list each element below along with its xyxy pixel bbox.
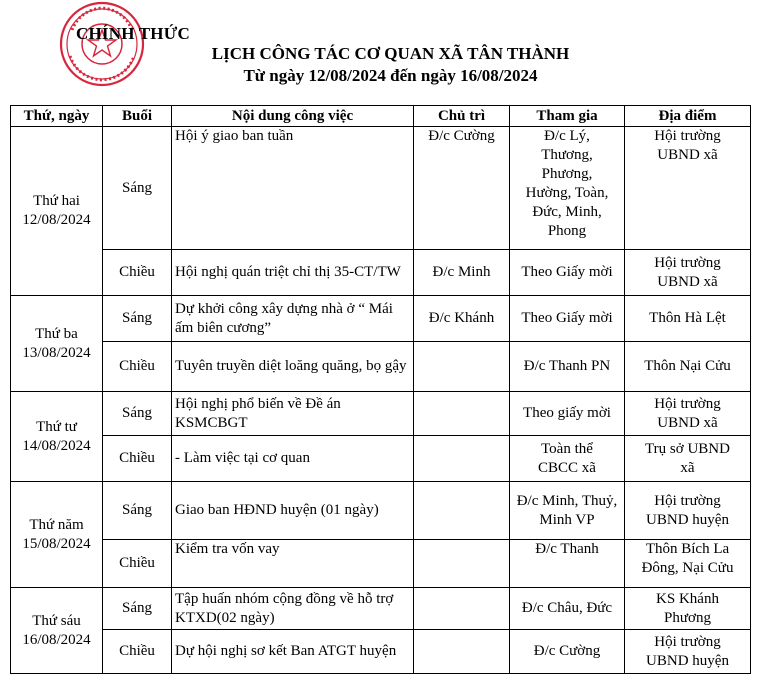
location-cell: Hội trường UBND xã (625, 250, 751, 296)
location-cell: Thôn Bích La Đông, Nại Cửu (625, 540, 751, 588)
content-cell: Dự hội nghị sơ kết Ban ATGT huyện (172, 630, 414, 674)
session-cell: Chiều (103, 630, 172, 674)
day-name: Thứ tư (36, 418, 77, 435)
participants-cell: Toàn thể CBCC xã (510, 436, 625, 482)
column-header-location: Địa điểm (625, 106, 751, 127)
location-cell: Hội trường UBND huyện (625, 630, 751, 674)
day-date: 12/08/2024 (22, 212, 91, 228)
day-cell (11, 296, 103, 392)
chair-cell (414, 630, 510, 674)
session-cell: Chiều (103, 250, 172, 296)
content-cell: Giao ban HĐND huyện (01 ngày) (172, 482, 414, 540)
table-row (11, 540, 751, 588)
participants-cell: Đ/c Lý, Thương, Phương, Hường, Toàn, Đức, Minh, Phong (510, 127, 625, 250)
day-name: Thứ ba (35, 325, 78, 342)
chair-cell (414, 540, 510, 588)
chair-cell (414, 392, 510, 436)
participants-cell: Theo Giấy mời (510, 296, 625, 342)
table-row (11, 630, 751, 674)
chair-cell (414, 342, 510, 392)
session-cell: Sáng (103, 482, 172, 540)
day-cell (11, 588, 103, 674)
column-header-session: Buổi (103, 106, 172, 127)
table-header-row (11, 106, 751, 127)
chair-cell (414, 436, 510, 482)
location-cell: Trụ sở UBND xã (625, 436, 751, 482)
content-cell: - Làm việc tại cơ quan (172, 436, 414, 482)
session-cell: Chiều (103, 436, 172, 482)
chair-cell (414, 588, 510, 630)
session-cell: Sáng (103, 296, 172, 342)
schedule-table (10, 105, 751, 674)
day-date: 15/08/2024 (22, 535, 91, 552)
table-row (11, 482, 751, 540)
day-name: Thứ hai (33, 193, 80, 209)
day-cell (11, 127, 103, 296)
column-header-chair: Chủ trì (414, 106, 510, 127)
chair-cell: Đ/c Minh (414, 250, 510, 296)
content-cell: Hội nghị quán triệt chỉ thị 35-CT/TW (172, 250, 414, 296)
participants-cell: Đ/c Minh, Thuỷ, Minh VP (510, 482, 625, 540)
day-cell (11, 482, 103, 588)
table-row (11, 436, 751, 482)
participants-cell: Đ/c Thanh (510, 540, 625, 588)
day-cell (11, 392, 103, 482)
content-cell: Kiểm tra vốn vay (172, 540, 414, 588)
participants-cell: Đ/c Thanh PN (510, 342, 625, 392)
content-cell: Tuyên truyền diệt loăng quăng, bọ gậy (172, 342, 414, 392)
day-date: 14/08/2024 (22, 437, 91, 454)
location-cell: Hội trường UBND xã (625, 127, 751, 250)
location-cell: Hội trường UBND xã (625, 392, 751, 436)
table-row (11, 250, 751, 296)
day-date: 13/08/2024 (22, 344, 91, 361)
location-cell: KS Khánh Phương (625, 588, 751, 630)
page-subtitle: Từ ngày 12/08/2024 đến ngày 16/08/2024 (243, 66, 538, 85)
chair-cell: Đ/c Khánh (414, 296, 510, 342)
official-label: CHÍNH THỨC (76, 24, 190, 43)
day-name: Thứ sáu (32, 612, 81, 629)
location-cell: Hội trường UBND huyện (625, 482, 751, 540)
content-cell: Tập huấn nhóm cộng đồng về hỗ trợ KTXD(02 ngày) (172, 588, 414, 630)
day-date: 16/08/2024 (22, 631, 91, 648)
column-header-content: Nội dung công việc (172, 106, 414, 127)
session-cell: Sáng (103, 588, 172, 630)
day-name: Thứ năm (29, 516, 84, 533)
session-cell: Sáng (103, 392, 172, 436)
session-cell: Chiều (103, 342, 172, 392)
table-row (11, 392, 751, 436)
column-header-day: Thứ, ngày (11, 106, 103, 127)
chair-cell: Đ/c Cường (414, 127, 510, 250)
table-row (11, 588, 751, 630)
table-row (11, 127, 751, 250)
participants-cell: Đ/c Châu, Đức (510, 588, 625, 630)
table-row (11, 296, 751, 342)
participants-cell: Theo giấy mời (510, 392, 625, 436)
session-cell: Sáng (103, 127, 172, 250)
content-cell: Hội ý giao ban tuần (172, 127, 414, 250)
session-cell: Chiều (103, 540, 172, 588)
column-header-participants: Tham gia (510, 106, 625, 127)
location-cell: Thôn Nại Cửu (625, 342, 751, 392)
table-row (11, 342, 751, 392)
participants-cell: Theo Giấy mời (510, 250, 625, 296)
content-cell: Dự khởi công xây dựng nhà ở “ Mái ấm biên cương” (172, 296, 414, 342)
location-cell: Thôn Hà Lệt (625, 296, 751, 342)
chair-cell (414, 482, 510, 540)
page-title: LỊCH CÔNG TÁC CƠ QUAN XÃ TÂN THÀNH (211, 44, 570, 63)
participants-cell: Đ/c Cường (510, 630, 625, 674)
content-cell: Hội nghị phổ biến về Đề án KSMCBGT (172, 392, 414, 436)
